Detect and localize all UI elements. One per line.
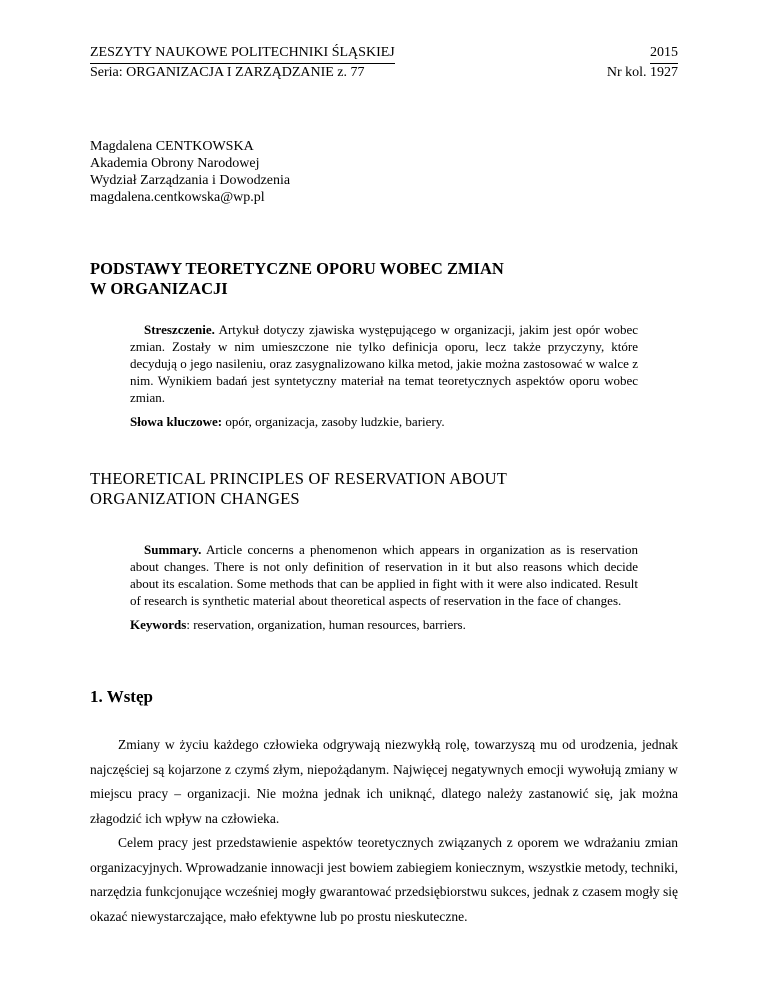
keywords-english (130, 616, 638, 633)
abstract-english-body: Article concerns a phenomenon which appears in organization as is reservation about changes. There is not only definition of reservation in it but also reasons which decide about its escalation. Some methods that can be applied in fight with it were also indicated. Result of research is synthetic material about theoretical aspects of reservation in the face of changes. (130, 542, 638, 608)
abstract-polish (130, 321, 638, 430)
journal-series: Seria: ORGANIZACJA I ZARZĄDZANIE z. 77 (90, 65, 365, 80)
keywords-polish-label: Słowa kluczowe: (130, 414, 223, 429)
keywords-polish-list: opór, organizacja, zasoby ludzkie, bariery. (225, 414, 445, 429)
keywords-english-label: Keywords (130, 617, 187, 632)
section-body (90, 733, 678, 929)
title-english (90, 469, 507, 509)
title-polish-line-1: PODSTAWY TEORETYCZNE OPORU WOBEC ZMIAN (90, 259, 504, 278)
abstract-english (130, 541, 638, 633)
abstract-english-text (130, 541, 638, 609)
author-email: magdalena.centkowska@wp.pl (90, 190, 265, 205)
abstract-polish-text (130, 321, 638, 406)
keywords-polish (130, 413, 638, 430)
title-english-line-2: ORGANIZATION CHANGES (90, 489, 300, 508)
author-faculty: Wydział Zarządzania i Dowodzenia (90, 173, 291, 188)
body-paragraph-1: Zmiany w życiu każdego człowieka odgrywają niezwykłą rolę, towarzyszą mu od urodzenia, jednak najczęściej są kojarzone z czymś złym, niepożądanym. Najwięcej negatywnych emocji wywołują zmiany w miejscu pracy – organizacji. Nie można jednak ich uniknąć, dlatego należy zastanowić się, jak można złagodzić ich wpływ na człowieka. (90, 737, 678, 826)
keywords-english-list: : reservation, organization, human resources, barriers. (186, 617, 466, 632)
author-name: Magdalena CENTKOWSKA (90, 139, 254, 154)
abstract-polish-label: Streszczenie. (144, 322, 215, 337)
title-polish (90, 259, 504, 299)
abstract-english-label: Summary. (144, 542, 202, 557)
abstract-polish-body: Artykuł dotyczy zjawiska występującego w organizacji, jakim jest opór wobec zmian. Zostały w nim umieszczone nie tylko definicja oporu, lecz także przyczyny, które decydują o jego nasileniu, oraz zasygnalizowano kilka metod, jakie można zastosować w walce z nim. Wynikiem badań jest syntetyczny materiał na temat teoretycznych aspektów oporu wobec zmian. (130, 322, 638, 405)
title-english-line-1: THEORETICAL PRINCIPLES OF RESERVATION ABOUT (90, 469, 508, 488)
title-polish-line-2: W ORGANIZACJI (90, 279, 228, 298)
body-paragraph-2: Celem pracy jest przedstawienie aspektów teoretycznych związanych z oporem we wdrażaniu zmian organizacyjnych. Wprowadzanie innowacji jest bowiem zabiegiem koniecznym, wszystkie metody, techniki, narzędzia funkcjonujące wcześniej mogły gwarantować przedsiębiorstwu sukces, jednak z czasem mogły się okazać niewystarczające, mało efektywne lub po prostu nieskuteczne. (90, 835, 678, 924)
journal-name: ZESZYTY NAUKOWE POLITECHNIKI ŚLĄSKIEJ (90, 44, 395, 64)
author-institution: Akademia Obrony Narodowej (90, 156, 260, 171)
running-header (90, 44, 678, 82)
author-block (90, 138, 290, 206)
section-heading: 1. Wstęp (90, 687, 153, 706)
journal-year: 2015 (650, 44, 678, 64)
journal-issue: Nr kol. 1927 (606, 65, 678, 80)
